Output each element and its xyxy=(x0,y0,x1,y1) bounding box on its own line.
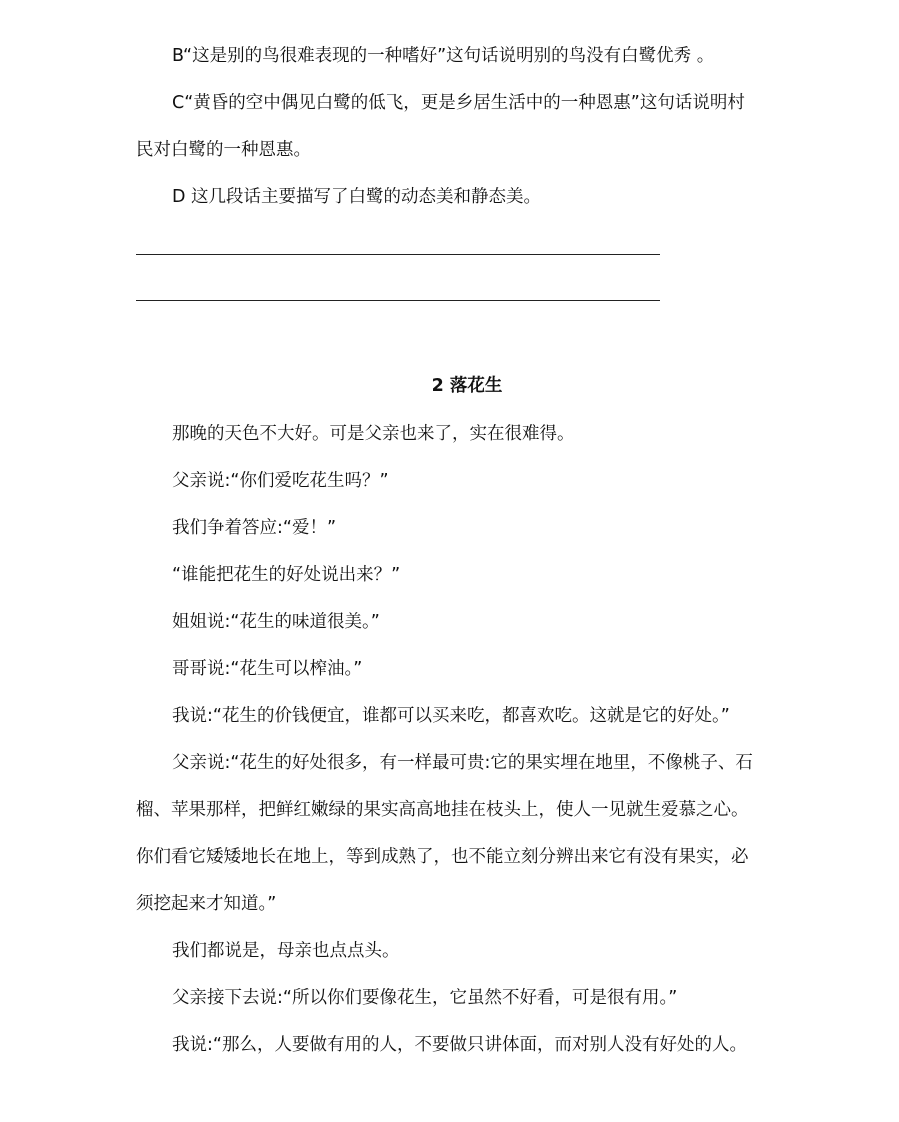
question-options xyxy=(136,33,768,221)
paragraph: “谁能把花生的好处说出来？” xyxy=(172,565,401,585)
paragraph: 我说:“那么，人要做有用的人，不要做只讲体面，而对别人没有好处的人。 xyxy=(172,1035,747,1055)
option-c-line-2: 民对白鹭的一种恩惠。 xyxy=(136,140,311,160)
paragraph-line: 榴、苹果那样，把鲜红嫩绿的果实高高地挂在枝头上，使人一见就生爱慕之心。 xyxy=(136,800,749,820)
paragraph: 姐姐说:“花生的味道很美。” xyxy=(172,612,380,632)
paragraph: 我们争着答应:“爱！” xyxy=(172,518,337,538)
paragraph: 哥哥说:“花生可以榨油。” xyxy=(172,659,363,679)
story-text xyxy=(136,411,768,1069)
section-title: 2 落花生 xyxy=(431,376,503,396)
paragraph: 父亲接下去说:“所以你们要像花生，它虽然不好看，可是很有用。” xyxy=(172,988,678,1008)
answer-line-2 xyxy=(136,300,660,301)
option-b: B“这是别的鸟很难表现的一种嗜好”这句话说明别的鸟没有白鹭优秀 。 xyxy=(172,46,715,66)
option-c-line-1: C“黄昏的空中偶见白鹭的低飞，更是乡居生活中的一种恩惠”这句话说明村 xyxy=(172,93,745,113)
paragraph: 那晚的天色不大好。可是父亲也来了，实在很难得。 xyxy=(172,424,575,444)
paragraph-line: 你们看它矮矮地长在地上，等到成熟了，也不能立刻分辨出来它有没有果实，必 xyxy=(136,847,749,867)
paragraph-line: 父亲说:“花生的好处很多，有一样最可贵:它的果实埋在地里，不像桃子、石 xyxy=(172,753,753,773)
answer-line-1 xyxy=(136,254,660,255)
paragraph: 我说:“花生的价钱便宜，谁都可以买来吃，都喜欢吃。这就是它的好处。” xyxy=(172,706,730,726)
option-d: D 这几段话主要描写了白鹭的动态美和静态美。 xyxy=(172,187,542,207)
paragraph: 父亲说:“你们爱吃花生吗？” xyxy=(172,471,389,491)
paragraph-line: 须挖起来才知道。” xyxy=(136,894,277,914)
paragraph: 我们都说是，母亲也点点头。 xyxy=(172,941,400,961)
